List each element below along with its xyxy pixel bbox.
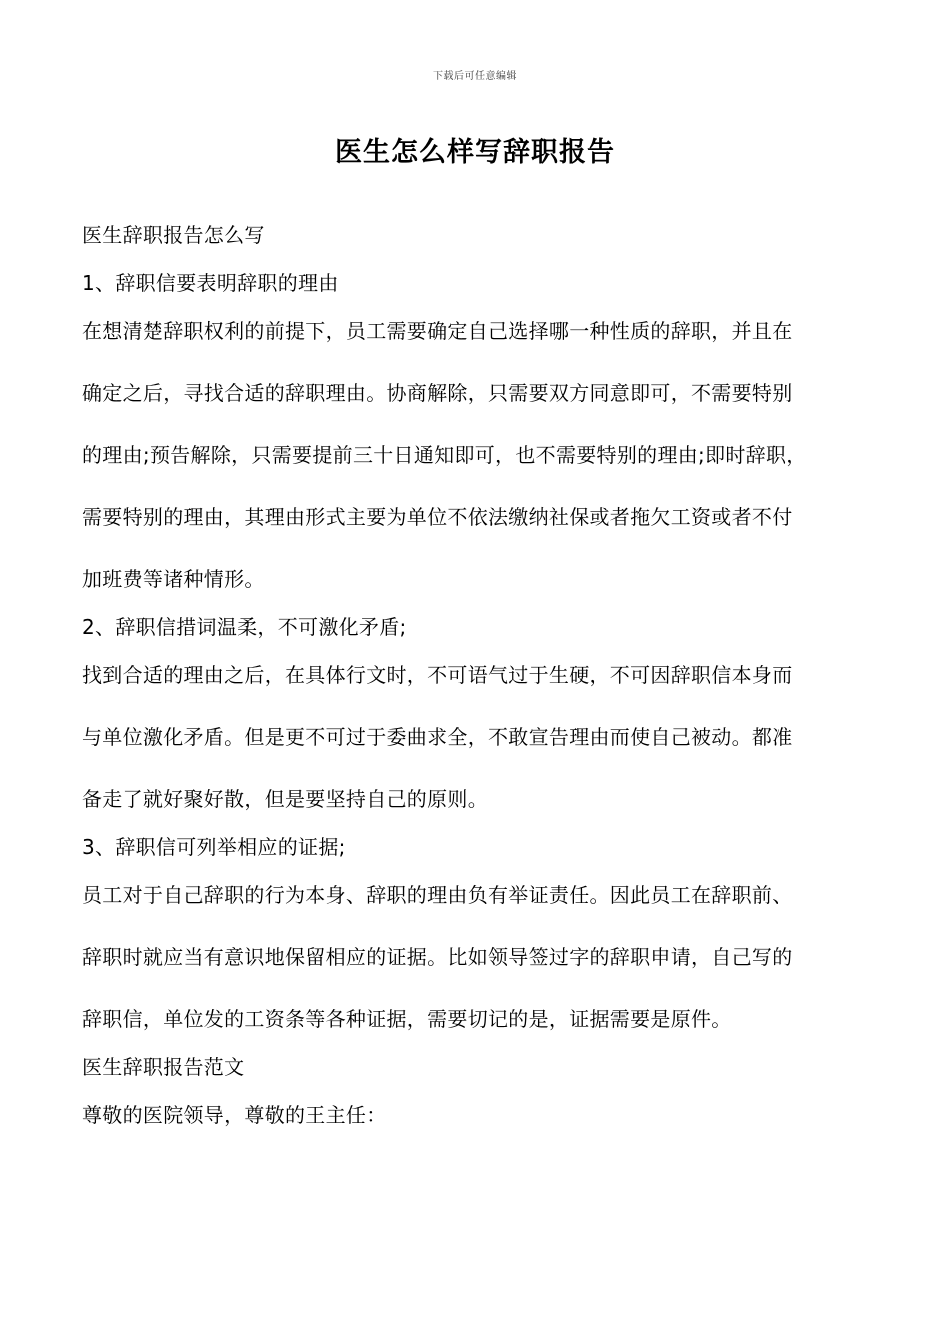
paragraph-line: 备走了就好聚好散，但是要坚持自己的原则。 [82,787,488,811]
item-1-heading: 1、辞职信要表明辞职的理由 [82,271,339,295]
item-2-paragraph [82,660,872,814]
paragraph-line: 员工对于自己辞职的行为本身、辞职的理由负有举证责任。因此员工在辞职前、 [82,883,793,907]
document-body [82,220,872,1148]
paragraph-line: 加班费等诸种情形。 [82,567,265,591]
letter-salutation: 尊敬的医院领导，尊敬的王主任： [82,1103,387,1127]
section-heading-how-to-write: 医生辞职报告怎么写 [82,223,265,247]
paragraph-line: 的理由;预告解除，只需要提前三十日通知即可，也不需要特别的理由;即时辞职， [82,443,807,467]
section-heading-sample: 医生辞职报告范文 [82,1055,245,1079]
paragraph-line: 辞职信，单位发的工资条等各种证据，需要切记的是，证据需要是原件。 [82,1007,732,1031]
item-1-paragraph [82,316,872,594]
paragraph-line: 确定之后，寻找合适的辞职理由。协商解除，只需要双方同意即可，不需要特别 [82,381,793,405]
item-3-heading: 3、辞职信可列举相应的证据; [82,835,346,859]
paragraph-line: 找到合适的理由之后，在具体行文时，不可语气过于生硬，不可因辞职信本身而 [82,663,793,687]
paragraph-line: 需要特别的理由，其理由形式主要为单位不依法缴纳社保或者拖欠工资或者不付 [82,505,793,529]
item-2-heading: 2、辞职信措词温柔，不可激化矛盾; [82,615,407,639]
document-title: 医生怎么样写辞职报告 [335,137,615,168]
paragraph-line: 辞职时就应当有意识地保留相应的证据。比如领导签过字的辞职申请，自己写的 [82,945,793,969]
paragraph-line: 在想清楚辞职权利的前提下，员工需要确定自己选择哪一种性质的辞职，并且在 [82,319,793,343]
paragraph-line: 与单位激化矛盾。但是更不可过于委曲求全，不敢宣告理由而使自己被动。都准 [82,725,793,749]
header-note: 下载后可任意编辑 [433,71,517,82]
item-3-paragraph [82,880,872,1034]
